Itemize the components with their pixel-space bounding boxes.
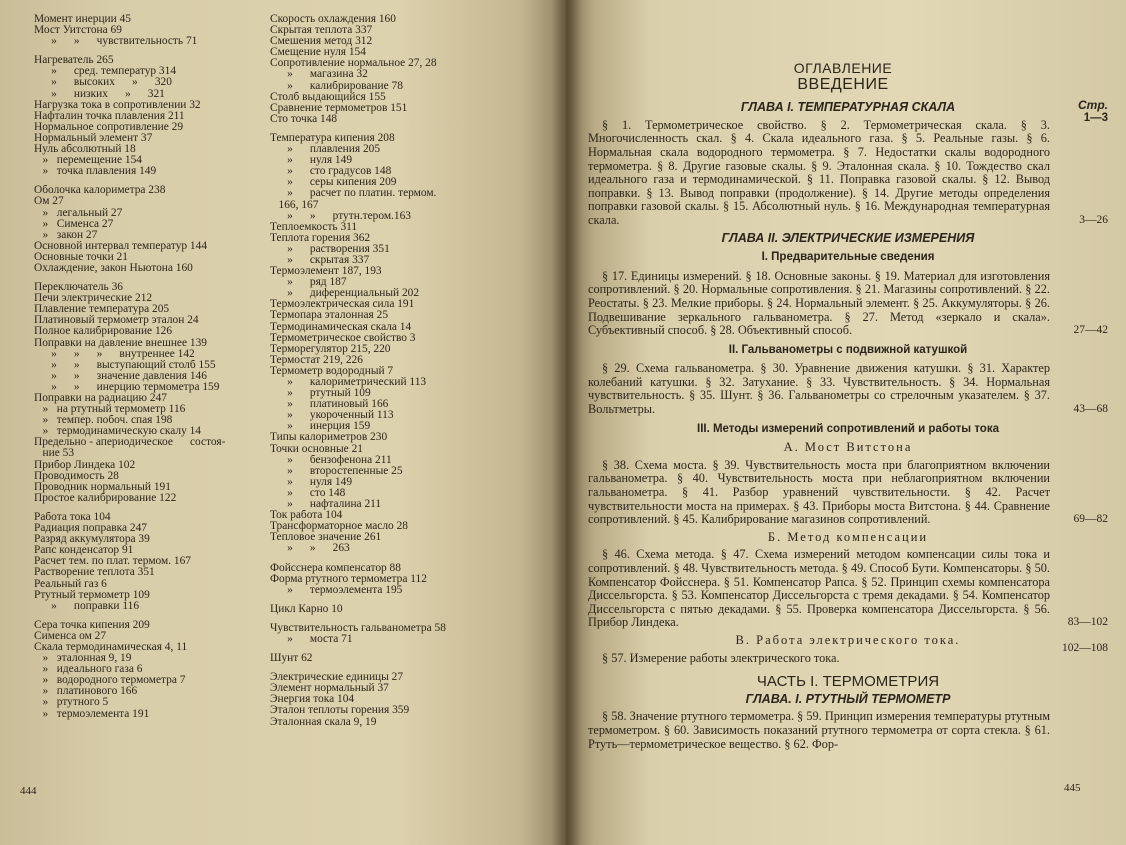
index-entry: ние 53: [34, 448, 75, 460]
index-entry: Нагрузка тока в сопротивлении 32: [34, 99, 201, 111]
index-entry: » ртутного 5: [34, 697, 109, 709]
contents-paragraph: [588, 270, 1108, 338]
index-entry: Нормальный элемент 37: [34, 132, 153, 144]
page-range: 3—26: [1079, 213, 1108, 226]
section-heading: [588, 423, 1108, 437]
heading-text: ЧАСТЬ I. ТЕРМОМЕТРИЯ: [756, 673, 940, 691]
index-entry: » термодинамическую скалу 14: [34, 426, 201, 438]
section-heading: [588, 251, 1108, 265]
index-entry: » расчет по платин. термом.: [270, 188, 437, 200]
index-spacer: [34, 177, 274, 185]
index-entry: Ток работа 104: [270, 510, 343, 522]
index-entry: » закон 27: [34, 229, 98, 241]
table-of-contents: [588, 62, 1108, 751]
heading-text: ГЛАВА I. ТЕМПЕРАТУРНАЯ СКАЛА: [740, 100, 956, 115]
index-entry: » идеального газа 6: [34, 664, 143, 676]
index-entry: » платинового 166: [34, 686, 138, 698]
index-entry: Ом 27: [34, 196, 64, 208]
index-entry: » бензофенона 211: [270, 454, 392, 466]
index-entry: Фойсснера компенсатор 88: [270, 562, 401, 574]
index-entry: Полное калибрирование 126: [34, 326, 173, 338]
index-entry: Форма ртутного термометра 112: [270, 573, 427, 585]
contents-paragraph: [588, 548, 1108, 630]
index-entry: » » инерцию термометра 159: [34, 381, 220, 393]
paragraph-text: § 46. Схема метода. § 47. Схема измерений методом компенсации силы тока и сопротивлений. § 48. Чувствительность метода. § 49. Способ Бути. Компенсаторы. § 50. Компенсатор Фойсснера. § 51. Компенсатор Рапса. § 52. Принцип схемы компенсатора Диссельгорста. § 53. Компенсатор Диссельгорста с тремя декадами. § 54. Компенсатор Диссельгорста с пятью декадами. § 55. Проверка компенсатора Диссельгорста. § 56. Прибор Линдека.: [588, 547, 1050, 630]
contents-body: [588, 98, 1108, 751]
index-entry: » » » внутреннее 142: [34, 348, 195, 360]
index-entry: Теплота горения 362: [270, 232, 371, 244]
page-number-left: 444: [20, 785, 37, 797]
index-entry: » » значение давления 146: [34, 370, 207, 382]
page-range: 69—82: [1073, 513, 1108, 526]
paragraph-text: § 58. Значение ртутного термометра. § 59. Принцип измерения температуры ртутным термометром. § 60. Зависимость показаний ртутного термометра от сорта стекла. § 61. Ртуть—термометрическое вещество. § 62. Фор-: [588, 709, 1050, 751]
index-entry: Шунт 62: [270, 653, 313, 665]
book-spine-shadow: [552, 0, 582, 845]
index-entry: » ртутный 109: [270, 388, 371, 400]
heading-text: III. Методы измерений сопротивлений и работы тока: [697, 422, 999, 435]
index-spacer: [270, 596, 540, 604]
index-entry: » сред. температур 314: [34, 66, 177, 78]
index-entry: Теплоемкость 311: [270, 221, 358, 233]
index-entry: » ряд 187: [270, 277, 347, 289]
index-entry: » на ртутный термометр 116: [34, 404, 186, 416]
index-entry: Температура кипения 208: [270, 132, 395, 144]
index-entry: » » чувствительность 71: [34, 36, 198, 48]
index-entry: » темпер. побоч. спая 198: [34, 415, 173, 427]
page-range: 43—68: [1073, 403, 1108, 416]
index-entry: Проводимость 28: [34, 470, 119, 482]
index-entry: Нагреватель 265: [34, 55, 114, 67]
index-entry: Эталонная скала 9, 19: [270, 716, 377, 728]
index-entry: Смещение нуля 154: [270, 47, 366, 59]
page-range: 27—42: [1073, 324, 1108, 337]
index-entry: Сопротивление нормальное 27, 28: [270, 58, 437, 70]
index-entry: » нуля 149: [270, 476, 353, 488]
index-entry: » точка плавления 149: [34, 166, 157, 178]
index-spacer: [270, 664, 540, 672]
index-entry: Предельно - апериодическое состоя-: [34, 437, 226, 449]
index-entry: Платиновый термометр эталон 24: [34, 315, 199, 327]
index-entry: Термопара эталонная 25: [270, 310, 389, 322]
index-spacer: [270, 615, 540, 623]
index-spacer: [270, 555, 540, 563]
chapter-heading: [588, 98, 1108, 125]
index-spacer: [34, 47, 274, 55]
index-entry: » » выступающий столб 155: [34, 359, 216, 371]
index-entry: » укороченный 113: [270, 410, 394, 422]
index-entry: Растворение теплота 351: [34, 567, 155, 579]
index-entry: » диференциальный 202: [270, 288, 420, 300]
index-entry: » плавления 205: [270, 144, 381, 156]
index-entry: Рапс конденсатор 91: [34, 545, 134, 557]
heading-text: ГЛАВА II. ЭЛЕКТРИЧЕСКИЕ ИЗМЕРЕНИЯ: [721, 230, 975, 245]
page-range: 102—108: [1062, 641, 1108, 654]
paragraph-text: § 29. Схема гальванометра. § 30. Уравнение движения катушки. § 31. Характер колебаний катушки. § 32. Затухание. § 33. Чувствительность. § 34. Нормальная чувствительность. § 35. Шунт. § 36. Гальванометры со стрелочным указателем. § 37. Вольтметры.: [588, 361, 1050, 417]
index-entry: » магазина 32: [270, 69, 368, 81]
index-entry: » инерция 159: [270, 421, 371, 433]
index-entry: » сто 148: [270, 487, 346, 499]
index-entry: Термодинамическая скала 14: [270, 321, 412, 333]
index-entry: Электрические единицы 27: [270, 672, 404, 684]
index-entry: » перемещение 154: [34, 155, 142, 167]
subsection-heading: [588, 632, 1108, 654]
index-column-1: [34, 14, 274, 720]
index-entry: Реальный газ 6: [34, 578, 107, 590]
index-entry: » термоэлемента 191: [34, 708, 150, 720]
index-entry: » второстепенные 25: [270, 465, 403, 477]
index-entry: Ртутный термометр 109: [34, 589, 150, 601]
index-entry: » скрытая 337: [270, 254, 370, 266]
index-entry: Скорость охлаждения 160: [270, 14, 396, 25]
contents-paragraph: [588, 710, 1108, 751]
index-entry: » нафталина 211: [270, 499, 382, 511]
index-entry: » низких » 321: [34, 88, 165, 100]
index-entry: » водородного термометра 7: [34, 675, 186, 687]
index-entry: Плавление температура 205: [34, 304, 170, 316]
index-entry: » растворения 351: [270, 243, 390, 255]
index-entry: Сто точка 148: [270, 113, 338, 125]
index-entry: Эталон теплоты горения 359: [270, 705, 410, 717]
index-entry: » калориметрический 113: [270, 377, 427, 388]
index-entry: Скрытая теплота 337: [270, 25, 373, 37]
index-entry: Столб выдающийся 155: [270, 91, 386, 103]
index-entry: » платиновый 166: [270, 399, 389, 411]
page-number-right: 445: [1064, 782, 1081, 794]
part-heading: [588, 675, 1108, 689]
contents-paragraph: [588, 459, 1108, 527]
index-entry: Момент инерции 45: [34, 14, 131, 25]
index-entry: » калибрирование 78: [270, 80, 403, 92]
page-range: 1—3: [1083, 112, 1108, 125]
contents-title: ОГЛАВЛЕНИЕ: [793, 60, 893, 76]
index-entry: » моста 71: [270, 633, 353, 645]
index-spacer: [34, 274, 274, 282]
index-spacer: [270, 645, 540, 653]
index-entry: Нормальное сопротивление 29: [34, 121, 184, 133]
right-page-contents: [566, 0, 1126, 845]
contents-paragraph: [588, 652, 1108, 666]
index-entry: Термометр водородный 7: [270, 365, 394, 377]
index-entry: Точки основные 21: [270, 443, 363, 455]
index-entry: Цикл Карно 10: [270, 603, 343, 615]
index-entry: Переключатель 36: [34, 282, 123, 294]
index-entry: Мост Уитстона 69: [34, 25, 122, 37]
index-entry: Энергия тока 104: [270, 694, 355, 706]
index-entry: » термоэлемента 195: [270, 584, 403, 596]
chapter-heading: [588, 232, 1108, 246]
index-entry: Трансформаторное масло 28: [270, 521, 408, 533]
index-entry: Печи электрические 212: [34, 293, 153, 305]
paragraph-text: § 1. Термометрическое свойство. § 2. Термометрическая скала. § 3. Многочисленность скал. § 4. Скала идеального газа. § 5. Реальные газы. § 6. Нормальная скала водородного термометра. § 7. Недостатки скалы водородного термометра. § 8. Другие газовые скалы. § 9. Эталонная скала. § 10. Тождество скал идеального газа и термодинамической. § 11. Поправка газовой скалы. § 12. Вывод поправки. § 13. Вывод поправки (продолжение). § 14. Другие методы определения поправки газовой скалы. § 15. Абсолютный нуль. § 16. Международная температурная скала.: [588, 117, 1050, 227]
index-entry: Основные точки 21: [34, 251, 128, 263]
index-entry: Тепловое значение 261: [270, 532, 382, 544]
index-entry: Поправки на радиацию 247: [34, 393, 167, 404]
index-entry: Нуль абсолютный 18: [34, 144, 136, 156]
index-entry: Разряд аккумулятора 39: [34, 534, 150, 546]
str-label: Стр.: [1078, 98, 1108, 113]
index-entry: » Сименса 27: [34, 218, 114, 230]
index-entry: » сто градусов 148: [270, 166, 392, 178]
page-range: 83—102: [1067, 616, 1108, 629]
introduction-heading: ВВЕДЕНИЕ: [797, 75, 889, 93]
subsection-heading: [588, 531, 1108, 545]
index-entry: Термоэлектрическая сила 191: [270, 299, 415, 311]
subsection-heading: [588, 441, 1108, 455]
paragraph-text: § 57. Измерение работы электрического тока.: [602, 650, 840, 665]
index-entry: » эталонная 9, 19: [34, 653, 132, 665]
index-entry: Сравнение термометров 151: [270, 102, 408, 114]
index-column-2: [270, 14, 540, 728]
paragraph-text: § 38. Схема моста. § 39. Чувствительность моста при благоприятном включении гальванометра. § 40. Чувствительность моста при неблагоприятном включении гальванометра. § 41. Разбор уравнений чувствительности. § 42. Расчет чувствительности моста на примерах. § 43. Приборы моста Витстона. § 44. Сравнение сопротивлений. § 45. Калибрирование магазинов сопротивлений.: [588, 457, 1050, 527]
index-spacer: [270, 125, 540, 133]
index-entry: Работа тока 104: [34, 511, 111, 523]
index-entry: » серы кипения 209: [270, 177, 397, 189]
chapter-heading: [588, 693, 1108, 707]
index-entry: Чувствительность гальванометра 58: [270, 622, 446, 634]
paragraph-text: § 17. Единицы измерений. § 18. Основные законы. § 19. Материал для изготовления сопротивлений. § 20. Нормальные сопротивления. § 21. Магазины сопротивлений. § 22. Реостаты. § 23. Мелкие приборы. § 24. Нормальный элемент. § 25. Аккумуляторы. § 26. Подвешивание зеркального гальванометра. § 27. Метод «зеркало и скала». Субъективный способ. § 28. Объективный способ.: [588, 268, 1050, 338]
heading-text: Б. Метод компенсации: [767, 529, 929, 544]
index-entry: Расчет тем. по плат. термом. 167: [34, 556, 191, 568]
index-entry: Смешения метод 312: [270, 36, 373, 48]
index-entry: Прибор Линдека 102: [34, 459, 136, 471]
index-entry: Нафталин точка плавления 211: [34, 110, 185, 122]
index-entry: Радиация поправка 247: [34, 523, 147, 535]
heading-text: В. Работа электрического тока.: [735, 632, 961, 647]
index-entry: » » 263: [270, 543, 350, 555]
index-entry: Сера точка кипения 209: [34, 619, 150, 631]
index-entry: » высоких » 320: [34, 77, 172, 89]
contents-paragraph: [588, 362, 1108, 416]
index-entry: Основной интервал температур 144: [34, 240, 208, 252]
index-entry: » » ртутн.тером.163: [270, 210, 411, 222]
index-entry: Скала термодинамическая 4, 11: [34, 641, 188, 653]
index-entry: Проводник нормальный 191: [34, 481, 171, 493]
index-entry: Охлаждение, закон Ньютона 160: [34, 262, 193, 274]
index-entry: Сименса ом 27: [34, 630, 107, 642]
index-entry: Простое калибрирование 122: [34, 492, 177, 504]
contents-paragraph: [588, 119, 1108, 228]
index-spacer: [34, 504, 274, 512]
index-entry: » поправки 116: [34, 600, 140, 612]
index-entry: Оболочка калориметра 238: [34, 185, 166, 197]
index-entry: Термометрическое свойство 3: [270, 332, 416, 344]
heading-text: I. Предварительные сведения: [761, 251, 935, 264]
heading-text: II. Гальванометры с подвижной катушкой: [728, 343, 968, 356]
index-entry: Термостат 219, 226: [270, 354, 363, 366]
heading-text: А. Мост Витстона: [783, 440, 913, 455]
index-entry: Термоэлемент 187, 193: [270, 266, 382, 278]
index-entry: » нуля 149: [270, 155, 353, 167]
section-heading: [588, 344, 1108, 358]
index-entry: Элемент нормальный 37: [270, 683, 389, 695]
index-entry: Поправки на давление внешнее 139: [34, 337, 207, 349]
index-entry: Типы калориметров 230: [270, 432, 388, 444]
index-entry: » легальный 27: [34, 207, 123, 219]
index-spacer: [34, 612, 274, 620]
index-entry: Терморегулятор 215, 220: [270, 343, 391, 355]
index-entry: 166, 167: [270, 199, 319, 211]
heading-text: ГЛАВА. I. РТУТНЫЙ ТЕРМОМЕТР: [745, 691, 951, 706]
